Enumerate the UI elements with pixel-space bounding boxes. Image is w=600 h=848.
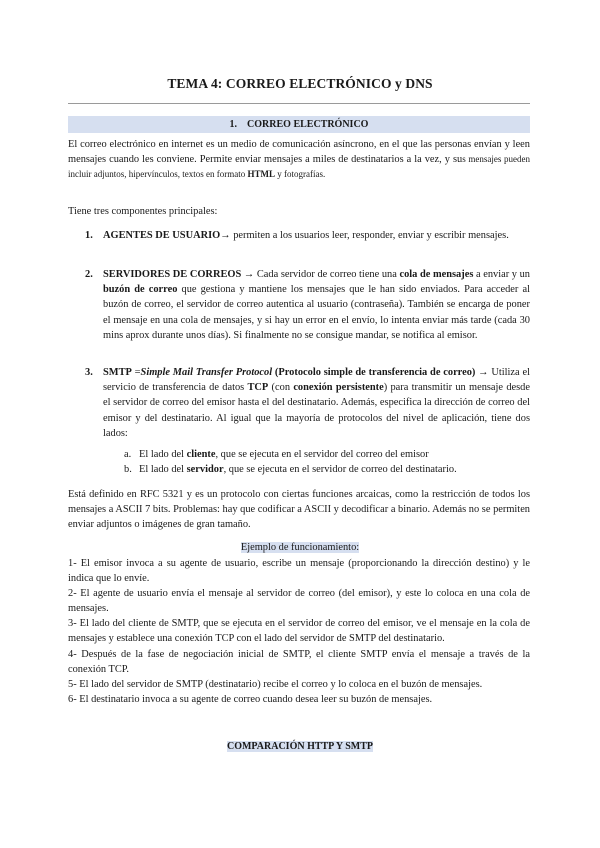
mail-servers-text-2: a enviar y un (473, 269, 530, 280)
sub-item-letter: a. (124, 449, 132, 460)
intro-small-text: s mensajes pueden incluir adjuntos, hipervínculos, textos en formato (68, 154, 531, 179)
example-heading-wrap (0, 542, 600, 553)
list-item-user-agents (85, 228, 530, 243)
user-agents-description: permiten a los usuarios leer, responder, enviar y escribir mensajes. (230, 230, 509, 241)
intro-small-bold: HTML (247, 169, 275, 179)
smtp-equals: = (131, 367, 141, 378)
list-number: 2. (85, 269, 93, 280)
server-term: servidor (186, 464, 224, 475)
document-title: TEMA 4: CORREO ELECTRÓNICO y DNS (167, 76, 433, 91)
example-steps (68, 556, 530, 707)
title-divider (68, 103, 530, 104)
term-smtp: SMTP (103, 367, 132, 378)
mailbox-term: buzón de correo (103, 284, 178, 296)
server-side-text-2: , que se ejecuta en el servidor de correo del destinatario. (223, 464, 457, 475)
intro-main-text: El correo electrónico en internet es un medio de comunicación asíncrono, en el que las personas envían y leen mensajes cuando les conviene. Permite enviar mensajes a miles de destinatarios a la vez, y su (68, 139, 530, 165)
comparison-heading-wrap (0, 741, 600, 752)
list-item-mail-servers (85, 267, 530, 343)
rfc-paragraph: Está definido en RFC 5321 y es un protocolo con ciertas funciones arcaicas, como la restricción de todos los mensajes a ASCII 7 bits. Problemas: hay que codificar a ASCII y decodificar a binario. Además no se permiten enviar adjuntos o imágenes de gran tamaño. (68, 489, 530, 530)
tcp-term: TCP (247, 382, 269, 394)
step-item: 6- El destinatario invoca a su agente de correo cuando desea leer su buzón de mensajes. (68, 693, 433, 705)
example-heading: Ejemplo de funcionamiento: (240, 542, 360, 553)
mail-servers-text-1: Cada servidor de correo tiene una (254, 269, 400, 280)
client-side-text-1: El lado del (139, 449, 187, 460)
mail-queue-term: cola de mensajes (399, 269, 474, 280)
list-item-smtp (85, 365, 530, 441)
smtp-text-1: Utiliza el servicio de transferencia de datos (103, 367, 530, 394)
section-number: 1. (229, 119, 238, 130)
server-side-text-1: El lado del (139, 464, 187, 475)
sub-item-client-side (124, 447, 530, 462)
sub-item-letter: b. (124, 464, 132, 475)
list-number: 1. (85, 230, 93, 241)
arrow-icon: → (475, 367, 489, 378)
smtp-text-2: (con (268, 382, 294, 394)
arrow-icon: → (243, 269, 255, 280)
client-side-text-2: , que se ejecuta en el servidor del correo del emisor (215, 449, 429, 460)
sub-item-server-side (124, 462, 530, 477)
comparison-heading: COMPARACIÓN HTTP Y SMTP (226, 741, 373, 752)
intro-paragraph (68, 137, 530, 182)
list-number: 3. (85, 367, 93, 378)
smtp-full-name: Simple Mail Transfer Protocol (140, 367, 273, 378)
arrow-icon: → (220, 230, 231, 241)
step-item: 5- El lado del servidor de SMTP (destinatario) recibe el correo y lo coloca en el buzón de mensajes. (68, 678, 483, 690)
step-item: 4- Después de la fase de negociación inicial de SMTP, el cliente SMTP envía el mensaje a través de la conexión TCP. (68, 648, 530, 675)
smtp-spanish-name: (Protocolo simple de transferencia de correo) (272, 367, 476, 378)
intro-small-text-end: y fotografías. (274, 169, 326, 179)
step-item: 2- El agente de usuario envía el mensaje al servidor de correo (del emisor), y este lo coloca en una cola de mensajes. (68, 588, 530, 615)
mail-servers-text-3: que gestiona y mantiene los mensajes que le han sido enviados. Para acceder al buzón de correo, el servidor de correo autentica al usuario (contraseña). También se encarga de poner el mensaje en una cola de mensajes, y si hay un error en el envío, lo intenta enviar más tarde (cada 30 mins aprox durante unos días). Si finalmente no se consigue mandar, se notifica al emisor. (103, 284, 530, 341)
client-term: cliente (186, 449, 216, 460)
term-user-agents: AGENTES DE USUARIO (103, 230, 221, 241)
smtp-text-3: ) para transmitir un mensaje desde el servidor de correo del emisor hasta el del destinatario. Además, especifica la dirección de correo del emisor y del destinatario. Al igual que la mayoría de protocolos del nivel de aplicación, tiene dos lados: (103, 382, 530, 439)
step-item: 1- El emisor invoca a su agente de usuario, escribe un mensaje (proporcionando la dirección destino) y le indica que lo envíe. (68, 558, 530, 585)
persistent-connection-term: conexión persistente (293, 382, 384, 394)
section-heading: CORREO ELECTRÓNICO (247, 119, 369, 130)
section-heading-bar (68, 116, 530, 133)
term-mail-servers: SERVIDORES DE CORREOS (103, 269, 242, 280)
components-intro: Tiene tres componentes principales: (68, 206, 218, 217)
step-item: 3- El lado del cliente de SMTP, que se ejecuta en el servidor de correo del emisor, ve el mensaje en la cola de mensajes y establece una conexión TCP con el lado del servidor de SMTP del destinatario. (68, 618, 530, 645)
